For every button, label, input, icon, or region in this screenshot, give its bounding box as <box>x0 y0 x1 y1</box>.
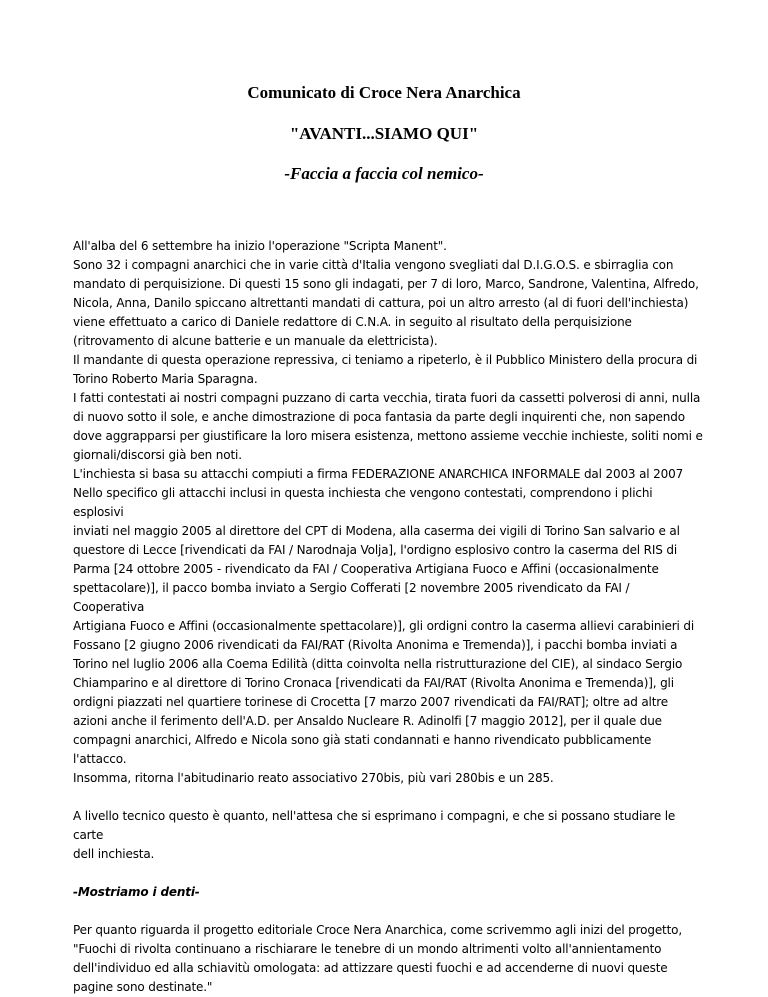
text-line: Nicola, Anna, Danilo spiccano altrettanti mandati di cattura, poi un altro arresto (al di fuori dell'inchiesta) <box>73 296 689 310</box>
text-line: Torino Roberto Maria Sparagna. <box>73 372 258 386</box>
text-line: azioni anche il ferimento dell'A.D. per Ansaldo Nucleare R. Adinolfi [7 maggio 2012], per il quale due <box>73 714 662 728</box>
text-line: (ritrovamento di alcune batterie e un manuale da elettricista). <box>73 334 438 348</box>
text-line: spettacolare)], il pacco bomba inviato a Sergio Cofferati [2 novembre 2005 rivendicato da FAI / Cooperativa <box>73 581 630 614</box>
text-line: L'inchiesta si basa su attacchi compiuti a firma FEDERAZIONE ANARCHICA INFORMALE dal 2003 al 2007 <box>73 467 684 481</box>
text-line: giornali/discorsi già ben noti. <box>73 448 242 462</box>
text-line: viene effettuato a carico di Daniele redattore di C.N.A. in seguito al risultato della perquisizione <box>73 315 632 329</box>
document-tagline: -Faccia a faccia col nemico- <box>284 164 484 183</box>
text-line: dell inchiesta. <box>73 847 155 861</box>
text-line: I fatti contestati ai nostri compagni puzzano di carta vecchia, tirata fuori da cassetti polverosi di anni, nulla <box>73 391 701 405</box>
text-line: Parma [24 ottobre 2005 - rivendicato da FAI / Cooperativa Artigiana Fuoco e Affini (occasionalmente <box>73 562 659 576</box>
text-line: dove aggrapparsi per giustificare la loro misera esistenza, mettono assieme vecchie inchieste, soliti nomi e <box>73 429 703 443</box>
text-line: Insomma, ritorna l'abitudinario reato associativo 270bis, più vari 280bis e un 285. <box>73 771 554 785</box>
text-line: mandato di perquisizione. Di questi 15 sono gli indagati, per 7 di loro, Marco, Sandrone, Valentina, Alfredo, <box>73 277 699 291</box>
text-line: Sono 32 i compagni anarchici che in varie città d'Italia vengono svegliati dal D.I.G.O.S. e sbirraglia con <box>73 258 674 272</box>
text-line: Chiamparino e al direttore di Torino Cronaca [rivendicati da FAI/RAT (Rivolta Anonima e Tremenda)], gli <box>73 676 674 690</box>
text-line: di nuovo sotto il sole, e anche dimostrazione di poca fantasia da parte degli inquirenti che, non sapendo <box>73 410 685 424</box>
text-line: l'attacco. <box>73 752 127 766</box>
text-line: Artigiana Fuoco e Affini (occasionalmente spettacolare)], gli ordigni contro la caserma allievi carabinieri di <box>73 619 695 633</box>
text-line: questore di Lecce [rivendicati da FAI / Narodnaja Volja], l'ordigno esplosivo contro la caserma del RIS di <box>73 543 678 557</box>
text-line: inviati nel maggio 2005 al direttore del CPT di Modena, alla caserma dei vigili di Torino San salvario e al <box>73 524 680 538</box>
text-line: All'alba del 6 settembre ha inizio l'operazione "Scripta Manent". <box>73 239 447 253</box>
text-line: dell'individuo ed alla schiavitù omologata: ad attizzare questi fuochi e ad accenderne di nuovi queste <box>73 961 668 975</box>
text-line: Fossano [2 giugno 2006 rivendicati da FAI/RAT (Rivolta Anonima e Tremenda)], i pacchi bomba inviati a <box>73 638 678 652</box>
text-line: compagni anarchici, Alfredo e Nicola sono già stati condannati e hanno rivendicato pubblicamente <box>73 733 652 747</box>
text-line: Il mandante di questa operazione repressiva, ci teniamo a ripeterlo, è il Pubblico Ministero della procura di <box>73 353 698 367</box>
paragraph-3 <box>73 921 703 997</box>
document-title: Comunicato di Croce Nera Anarchica <box>247 83 521 102</box>
paragraph-2 <box>73 807 703 864</box>
body-text <box>73 237 703 997</box>
text-line: pagine sono destinate." <box>73 980 213 994</box>
text-line: Torino nel luglio 2006 alla Coema Edilità (ditta coinvolta nella ristrutturazione del CIE), al sindaco Sergio <box>73 657 683 671</box>
text-line: Nello specifico gli attacchi inclusi in questa inchiesta che vengono contestati, comprendono i plichi esplosivi <box>73 486 653 519</box>
text-line: A livello tecnico questo è quanto, nell'attesa che si esprimano i compagni, e che si possano studiare le carte <box>73 809 676 842</box>
text-line: "Fuochi di rivolta continuano a rischiarare le tenebre di un mondo altrimenti volto all'annientamento <box>73 942 662 956</box>
subheading: -Mostriamo i denti- <box>73 885 200 899</box>
text-line: ordigni piazzati nel quartiere torinese di Crocetta [7 marzo 2007 rivendicati da FAI/RAT]; oltre ad altre <box>73 695 669 709</box>
text-line: Per quanto riguarda il progetto editoriale Croce Nera Anarchica, come scrivemmo agli inizi del progetto, <box>73 923 683 937</box>
document-subtitle: "AVANTI...SIAMO QUI" <box>289 124 479 143</box>
paragraph-1 <box>73 237 703 788</box>
